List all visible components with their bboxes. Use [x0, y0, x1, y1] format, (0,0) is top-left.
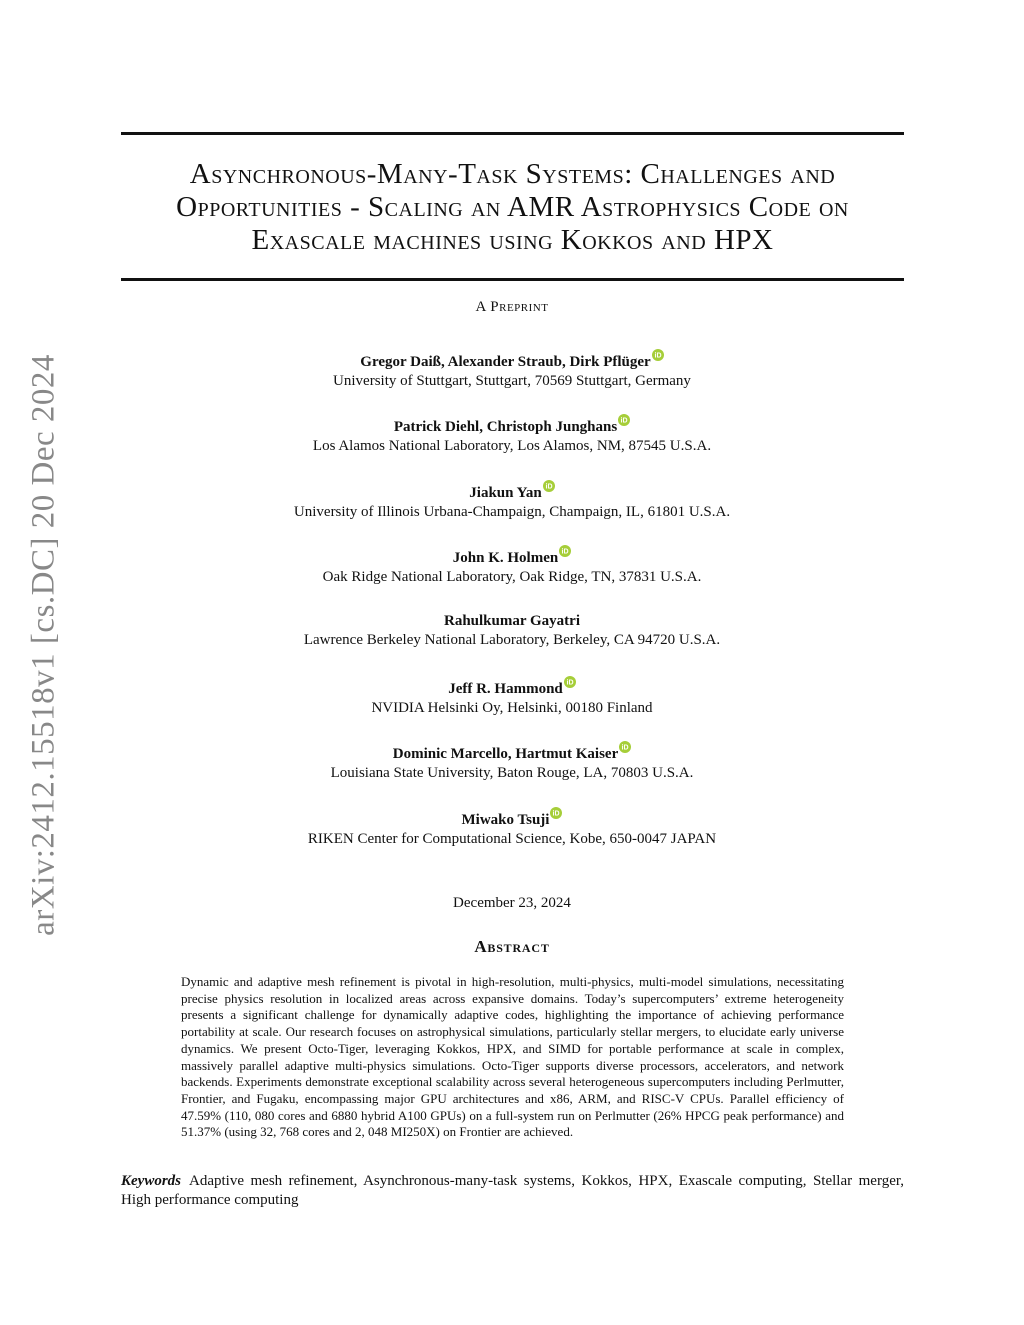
keywords-text: Adaptive mesh refinement, Asynchronous-many-task systems, Kokkos, HPX, Exascale computing, Stellar merger, High performance computing: [121, 1173, 904, 1208]
author-affiliation: RIKEN Center for Computational Science, Kobe, 650-0047 JAPAN: [307, 830, 717, 847]
author-affiliation: Louisiana State University, Baton Rouge, LA, 70803 U.S.A.: [330, 765, 694, 782]
author-affiliation: Lawrence Berkeley National Laboratory, Berkeley, CA 94720 U.S.A.: [303, 631, 721, 648]
svg-text:iD: iD: [621, 744, 629, 752]
preprint-label: A Preprint: [475, 299, 549, 315]
author-list: [0, 349, 1024, 872]
author-names: John K. Holmen iD: [0, 545, 1024, 568]
author-block: [0, 414, 1024, 479]
abstract-heading: Abstract: [474, 937, 550, 956]
author-names: Gregor Daiß, Alexander Straub, Dirk Pflüger iD: [0, 349, 1024, 372]
author-names: Patrick Diehl, Christoph Junghans iD: [0, 414, 1024, 437]
svg-text:iD: iD: [620, 417, 628, 425]
keywords-label: Keywords: [121, 1173, 181, 1189]
orcid-icon[interactable]: [559, 545, 571, 557]
author-names: Dominic Marcello, Hartmut Kaiser iD: [0, 741, 1024, 764]
svg-text:iD: iD: [552, 810, 560, 818]
author-affiliation: Los Alamos National Laboratory, Los Alamos, NM, 87545 U.S.A.: [312, 438, 712, 455]
orcid-icon[interactable]: [550, 807, 562, 819]
title-rule-top: [121, 132, 904, 135]
author-block: [0, 807, 1024, 872]
title-rule-bottom: [121, 278, 904, 281]
abstract-text: Dynamic and adaptive mesh refinement is pivotal in high-resolution, multi-physics, multi-model simulations, necessitating precise physics resolution in localized areas across expansive domains. Today’s supercomputers’ extreme heterogeneity presents a significant challenge for dynamically adaptive codes, highlighting the importance of achieving performance portability at scale. Our research focuses on astrophysical simulations, particularly stellar mergers, to elucidate early universe dynamics. We present Octo-Tiger, leveraging Kokkos, HPX, and SIMD for portable performance at scale in complex, massively parallel adaptive multi-physics simulations. Octo-Tiger supports diverse processors, accelerators, and network backends. Experiments demonstrate exceptional scalability across several heterogeneous supercomputers including Perlmutter, Frontier, and Fugaku, encompassing major GPU architectures and x86, ARM, and RISC-V CPUs. Parallel efficiency of 47.59% (110, 080 cores and 6880 hybrid A100 GPUs) on a full-system run on Perlmutter (26% HPCG peak performance) and 51.37% (using 32, 768 cores and 2, 048 MI250X) on Frontier are achieved.: [181, 974, 844, 1140]
publication-date: December 23, 2024: [453, 895, 571, 911]
keywords: [121, 1172, 904, 1210]
svg-text:iD: iD: [566, 679, 574, 687]
author-block: [0, 545, 1024, 610]
svg-text:iD: iD: [561, 548, 569, 556]
orcid-icon[interactable]: [619, 741, 631, 753]
arxiv-id: arXiv:2412.15518v1 [cs.DC] 20 Dec 2024: [25, 354, 62, 936]
author-names: Jiakun Yan iD: [0, 480, 1024, 503]
author-block: [0, 480, 1024, 545]
author-names: Jeff R. Hammond iD: [0, 676, 1024, 699]
author-block: [0, 349, 1024, 414]
author-affiliation: University of Illinois Urbana-Champaign, Champaign, IL, 61801 U.S.A.: [293, 503, 731, 520]
author-block: [0, 741, 1024, 806]
author-affiliation: Oak Ridge National Laboratory, Oak Ridge, TN, 37831 U.S.A.: [322, 569, 702, 586]
orcid-icon[interactable]: [618, 414, 630, 426]
orcid-icon[interactable]: [652, 349, 664, 361]
paper-title: Asynchronous-Many-Task Systems: Challenges and Opportunities - Scaling an AMR Astrophysics Code on Exascale machines using Kokkos and HPX: [176, 158, 849, 256]
orcid-icon[interactable]: [543, 480, 555, 492]
author-names: Rahulkumar Gayatri: [444, 612, 580, 629]
author-affiliation: NVIDIA Helsinki Oy, Helsinki, 00180 Finland: [371, 699, 653, 716]
svg-text:iD: iD: [545, 483, 553, 491]
author-affiliation: University of Stuttgart, Stuttgart, 70569 Stuttgart, Germany: [333, 373, 691, 389]
author-names: Miwako Tsuji iD: [0, 807, 1024, 830]
author-block: [0, 676, 1024, 741]
orcid-icon[interactable]: [564, 676, 576, 688]
author-block: [0, 611, 1024, 676]
svg-text:iD: iD: [654, 352, 662, 360]
